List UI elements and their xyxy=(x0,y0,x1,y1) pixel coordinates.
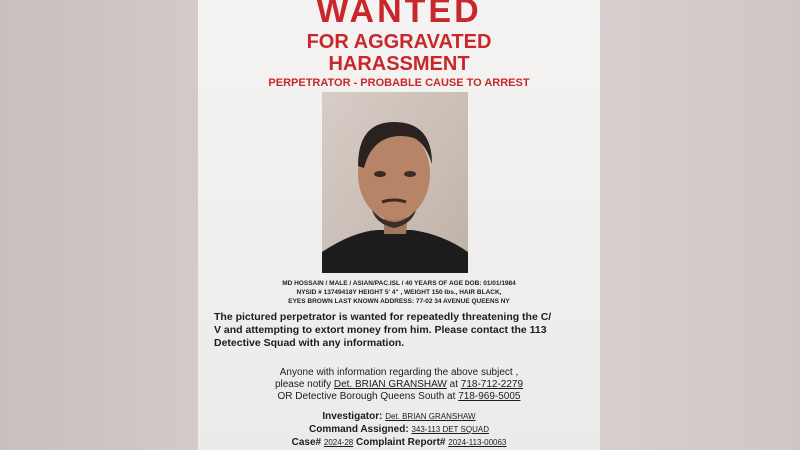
complaint-label: Complaint Report# xyxy=(356,437,446,448)
suspect-photo xyxy=(322,92,468,273)
suspect-details-line2: NYSID # 13749418Y HEIGHT 5' 4" , WEIGHT 150 lbs., HAIR BLACK, xyxy=(296,289,502,296)
investigator-row xyxy=(198,411,600,422)
wanted-poster xyxy=(198,0,600,450)
case-value: 2024-28 xyxy=(323,438,354,447)
poster-for-line: FOR AGGRAVATED xyxy=(306,31,492,53)
contact-line1: Anyone with information regarding the above subject , xyxy=(279,367,519,378)
contact-line3 xyxy=(198,391,600,402)
crime-description xyxy=(214,311,589,350)
investigator-label: Investigator: xyxy=(322,411,383,422)
background-right xyxy=(600,0,800,450)
command-row xyxy=(198,424,600,435)
poster-subtitle: PERPETRATOR - PROBABLE CAUSE TO ARREST xyxy=(268,77,530,89)
detective-name: Det. BRIAN GRANSHAW xyxy=(333,379,447,390)
poster-crime-line: HARASSMENT xyxy=(328,53,470,75)
case-row xyxy=(198,437,600,448)
suspect-details-line3: EYES BROWN LAST KNOWN ADDRESS: 77-02 34 AVENUE QUEENS NY xyxy=(288,298,510,305)
description-line1: The pictured perpetrator is wanted for repeatedly threatening the C/ xyxy=(214,311,552,323)
notify-prefix: please notify xyxy=(274,379,332,390)
poster-title: WANTED xyxy=(316,0,482,30)
suspect-details-line1: MD HOSSAIN / MALE / ASIAN/PAC.ISL / 40 YEARS OF AGE DOB: 01/01/1984 xyxy=(282,280,516,287)
background-left xyxy=(0,0,200,450)
description-line2: V and attempting to extort money from him. Please contact the 113 xyxy=(214,324,547,336)
borough-prefix: OR Detective Borough Queens South at xyxy=(277,391,456,402)
case-label: Case# xyxy=(291,437,322,448)
contact-line2 xyxy=(198,379,600,390)
phone-secondary: 718-969-5005 xyxy=(458,391,521,402)
at-text: at xyxy=(449,379,458,390)
investigator-value: Det. BRIAN GRANSHAW xyxy=(385,412,476,421)
command-label: Command Assigned: xyxy=(309,424,409,435)
phone-primary: 718-712-2279 xyxy=(460,379,524,390)
description-line3: Detective Squad with any information. xyxy=(214,337,405,349)
command-value: 343-113 DET SQUAD xyxy=(411,425,489,434)
complaint-value: 2024-113-00063 xyxy=(448,438,507,447)
